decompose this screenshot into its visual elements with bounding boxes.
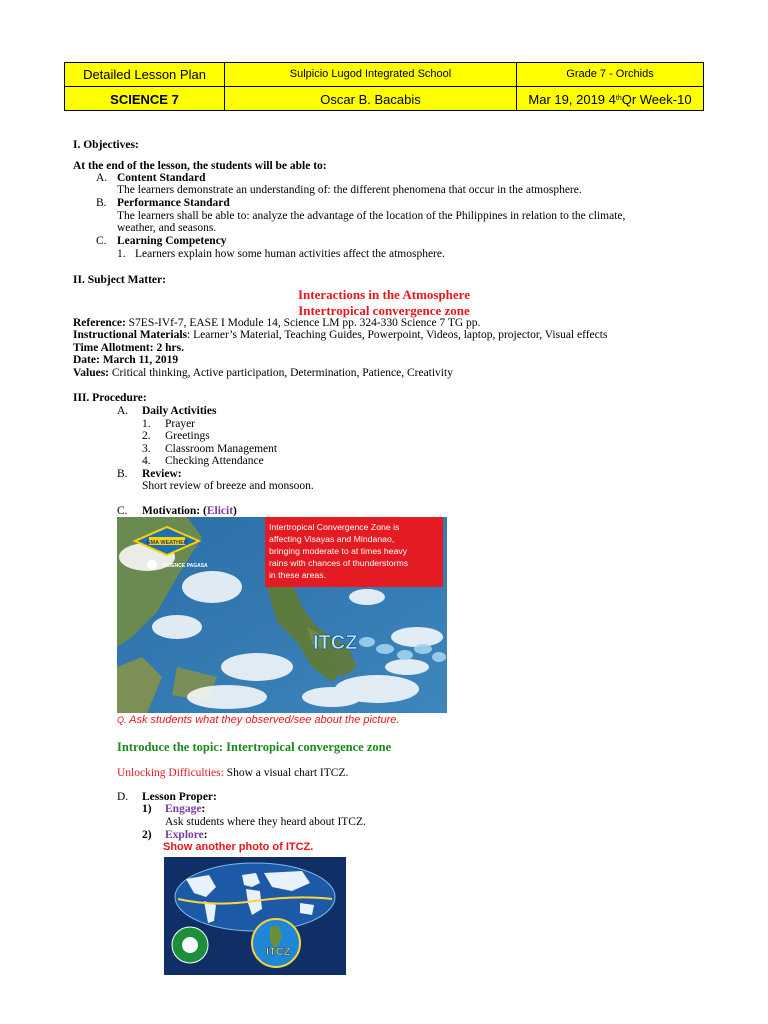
activity-item: Checking Attendance (165, 455, 264, 467)
obj-a-letter: A. (96, 172, 108, 184)
activity-item: Classroom Management (165, 443, 278, 455)
obj-a-text: The learners demonstrate an understanding of: the different phenomena that occur in the atmosphere. (117, 184, 582, 196)
header-row-2 (65, 87, 703, 111)
activity-num: 1. (142, 418, 151, 430)
satellite-map (117, 517, 447, 713)
school-name: Sulpicio Lugod Integrated School (225, 63, 517, 86)
obj-a-title: Content Standard (117, 172, 206, 184)
motivation-title: Motivation: (Elicit) (142, 505, 237, 517)
obj-c-letter: C. (96, 235, 107, 247)
reference-line: Reference: S7ES-IVf-7, EASE I Module 14, Science LM pp. 324-330 Science 7 TG pp. (73, 317, 481, 329)
review-text: Short review of breeze and monsoon. (142, 480, 314, 492)
world-map (164, 857, 346, 975)
proc-b-title: Review: (142, 468, 182, 480)
itcz-satellite-image (117, 517, 447, 713)
activity-num: 3. (142, 443, 151, 455)
grade-section: Grade 7 - Orchids (566, 68, 654, 80)
obj-b-text-1: The learners shall be able to: analyze the advantage of the location of the Philippines in relation to the climate, (117, 210, 626, 222)
explore-label: Explore: (165, 829, 208, 841)
time-allotment: Time Allotment: 2 hrs. (73, 342, 184, 354)
lesson-proper-title: Lesson Proper: (142, 791, 217, 803)
obj-b-text-2: weather, and seasons. (117, 222, 217, 234)
activity-num: 4. (142, 455, 151, 467)
svg-text:GMA WEATHER: GMA WEATHER (146, 540, 188, 546)
topic-subtitle: Intertropical convergence zone (298, 303, 470, 318)
teacher-name: Oscar B. Bacabis (225, 87, 517, 111)
unlocking-difficulties: Unlocking Difficulties: Show a visual chart ITCZ. (117, 767, 349, 779)
introduce-topic: Introduce the topic: Intertropical convergence zone (117, 740, 392, 754)
banner-line: Intertropical Convergence Zone is (269, 522, 400, 532)
header-row-1 (65, 63, 703, 87)
materials-line: Instructional Materials: Learner’s Material, Teaching Guides, Powerpoint, Videos, laptop, projector, Visual effects (73, 329, 608, 341)
values-line: Values: Critical thinking, Active participation, Determination, Patience, Creativity (73, 367, 453, 379)
banner-line: rains with chances of thunderstorms (269, 558, 409, 568)
objectives-heading: I. Objectives: (73, 139, 139, 151)
lesson-date-line: Date: March 11, 2019 (73, 354, 179, 366)
banner-line: affecting Visayas and Mindanao, (269, 534, 395, 544)
objectives-intro: At the end of the lesson, the students will be able to: (73, 160, 327, 172)
obj-c-num: 1. (117, 248, 126, 260)
itcz-label: ITCZ (313, 632, 358, 654)
itcz-label: ITCZ (266, 946, 291, 958)
engage-label: Engage: (165, 803, 206, 815)
question-prompt: Q. Ask students what they observed/see about the picture. (117, 714, 400, 726)
proc-a-letter: A. (117, 405, 129, 417)
itcz-world-map-image (164, 857, 346, 975)
plan-type: Detailed Lesson Plan (65, 63, 225, 86)
proc-b-letter: B. (117, 468, 128, 480)
explore-num: 2) (142, 829, 152, 841)
banner-line: bringing moderate to at times heavy (269, 546, 408, 556)
proc-d-letter: D. (117, 791, 129, 803)
activity-num: 2. (142, 430, 151, 442)
obj-c-title: Learning Competency (117, 235, 227, 247)
topic-title: Interactions in the Atmosphere (297, 287, 470, 302)
proc-c-letter: C. (117, 505, 128, 517)
obj-b-letter: B. (96, 197, 107, 209)
proc-a-title: Daily Activities (142, 405, 217, 417)
subject-name: SCIENCE 7 (65, 87, 225, 111)
svg-text:SCIENCE PAGASA: SCIENCE PAGASA (163, 563, 208, 569)
subject-heading: II. Subject Matter: (73, 274, 166, 286)
header-table (64, 62, 704, 111)
lesson-date: Mar 19, 2019 4 th Qr Week-10 (528, 91, 692, 107)
procedure-heading: III. Procedure: (73, 392, 147, 404)
activity-item: Greetings (165, 430, 210, 442)
obj-c-text: Learners explain how some human activities affect the atmosphere. (135, 248, 445, 260)
obj-b-title: Performance Standard (117, 197, 230, 209)
engage-text: Ask students where they heard about ITCZ. (165, 816, 366, 828)
activity-item: Prayer (165, 418, 196, 430)
photo-caption: Show another photo of ITCZ. (163, 841, 314, 853)
banner-line: in these areas. (269, 570, 326, 580)
engage-num: 1) (142, 803, 152, 815)
